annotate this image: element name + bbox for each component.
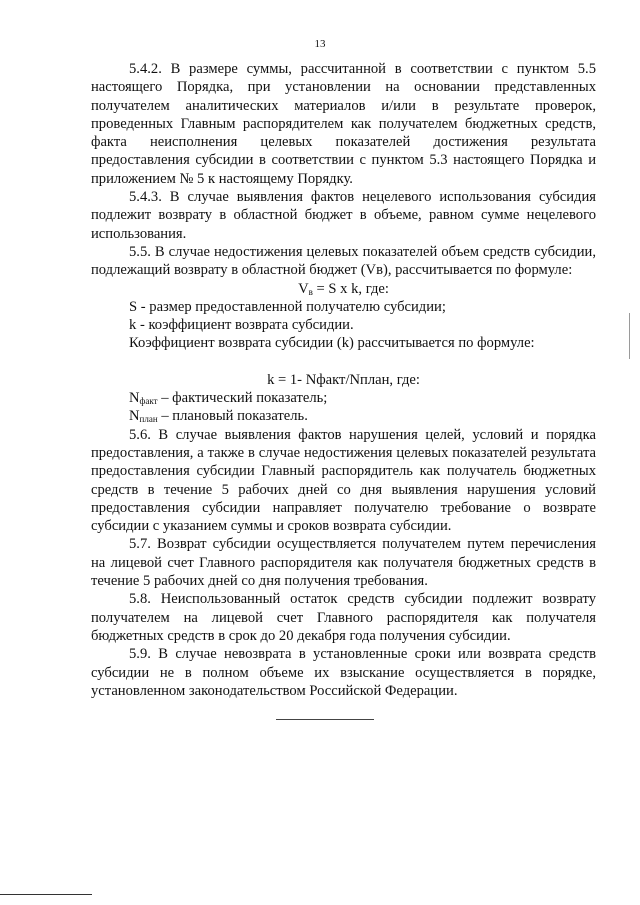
nplan-subscript: план [139,414,158,425]
nfact-base: N [129,390,140,407]
paragraph-5-9: 5.9. В случае невозврата в установленные сроки или возврата средств субсидии не в полном объеме их взыскание осуществляется в порядке, установленном законодательством Российской Федерации. [91,646,596,699]
page-number: 13 [314,38,326,50]
formula-k: k = 1- Nфакт/Nплан, где: [267,371,420,388]
definition-nplan [91,407,596,425]
nfact-subscript: факт [139,396,158,407]
paragraph-5-7: 5.7. Возврат субсидии осуществляется получателем путем перечисления на лицевой счет Главного распорядителя как получателя бюджетных средств в течение 5 рабочих дней со дня получения требования. [91,536,596,590]
formula-v [91,280,596,298]
formula-v-subscript: в [308,286,313,297]
definition-s: S - размер предоставленной получателю субсидии; [129,298,446,315]
document-body [91,60,596,700]
paragraph-5-4-3: 5.4.3. В случае выявления фактов нецелевого использования субсидия подлежит возврату в областной бюджет в объеме, равном сумме нецелевого использования. [91,189,596,242]
paragraph-5-4-2: 5.4.2. В размере суммы, рассчитанной в соответствии с пунктом 5.5 настоящего Порядка, при установлении на основании представленных получателем аналитических материалов и/или в результате проверок, проведенных Главным распорядителем как получателем бюджетных средств, факта неисполнения целевых показателей достижения результата предоставления субсидии в соответствии с пунктом 5.3 настоящего Порядка и приложением № 5 к настоящему Порядку. [91,61,596,187]
k-formula-intro: Коэффициент возврата субсидии (k) рассчитывается по формуле: [129,335,535,352]
definition-nfact [91,389,596,407]
paragraph-5-8: 5.8. Неиспользованный остаток средств субсидии подлежит возврату получателем на лицевой счет Главного распорядителя как получателя бюджетных средств в срок до 20 декабря года получения субсидии. [91,591,596,644]
end-divider-line [276,719,374,720]
nplan-rest: – плановый показатель. [157,408,308,425]
formula-v-rest: = S x k, где: [312,280,389,297]
scan-margin-mark [629,313,630,359]
scan-bottom-line [0,894,92,895]
paragraph-5-6: 5.6. В случае выявления фактов нарушения целей, условий и порядка предоставления, а также в случае недостижения целевых показателей результата предоставления субсидии Главный распорядитель как получатель бюджетных средств в течение 5 рабочих дней со дня выявления нарушения условий предоставления субсидии направляет получателю требование о возврате субсидии с указанием суммы и сроков возврата субсидии. [91,426,596,535]
nfact-rest: – фактический показатель; [157,390,328,407]
spacer [91,353,596,371]
nplan-base: N [129,408,140,425]
paragraph-5-5: 5.5. В случае недостижения целевых показателей объем средств субсидии, подлежащий возврату в областной бюджет (Vв), рассчитывается по формуле: [91,243,596,279]
definition-k: k - коэффициент возврата субсидии. [129,317,354,334]
formula-v-base: V [298,280,309,297]
